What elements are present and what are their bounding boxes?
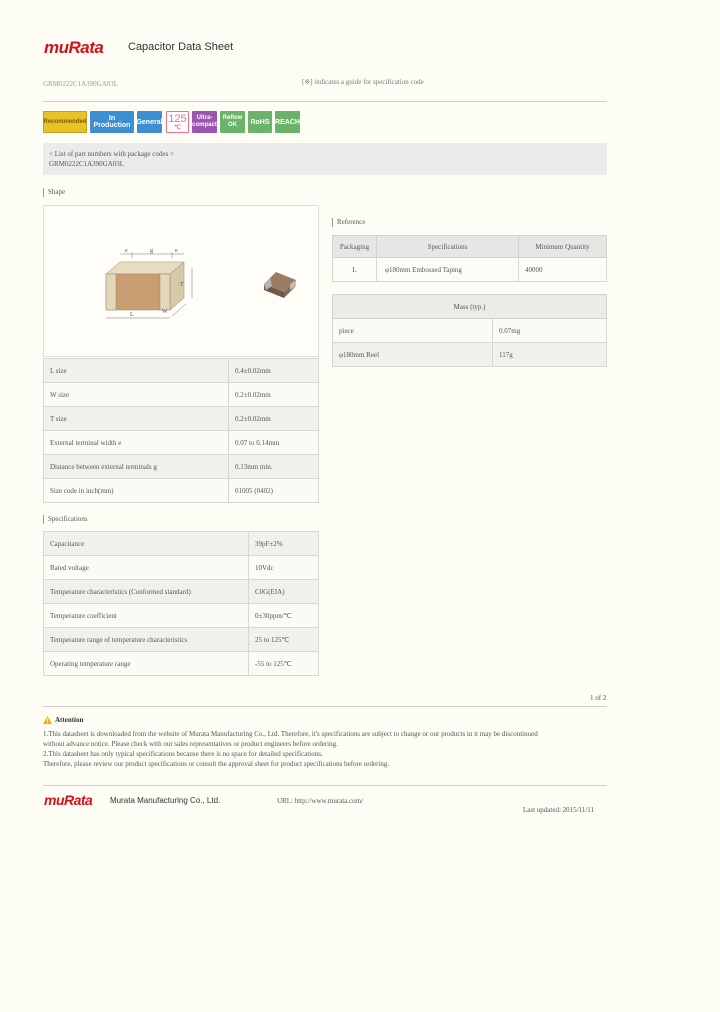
footer-company-name: Murata Manufacturing Co., Ltd. xyxy=(110,796,221,805)
murata-logo: muRata xyxy=(44,38,104,57)
table-header-row xyxy=(333,295,607,319)
attention-line: 1.This datasheet is downloaded from the website of Murata Manufacturing Co., Ltd. Therefore, it's specifications are subject to change or our products in it may be discontinued xyxy=(43,730,538,738)
row-label: W size xyxy=(44,383,229,407)
warning-icon xyxy=(43,716,52,724)
table-row xyxy=(44,431,319,455)
capacitor-dimension-diagram xyxy=(44,206,318,356)
shape-dimensions-table xyxy=(43,358,319,503)
dim-e1-label: e xyxy=(125,248,128,254)
dim-l-label: L xyxy=(130,312,134,318)
table-row xyxy=(44,604,319,628)
table-row xyxy=(44,580,319,604)
attention-line: 2.This datasheet has only typical specifications because there is no space for detailed specifications. xyxy=(43,750,323,758)
row-label: Distance between external terminals g xyxy=(44,455,229,479)
mass-row-value: 117g xyxy=(493,343,607,367)
row-value: 0.07 to 0.14mm xyxy=(229,431,319,455)
mass-row-label: φ180mm Reel xyxy=(333,343,493,367)
part-list-box xyxy=(43,143,607,175)
row-label: Temperature range of temperature characteristics xyxy=(44,628,249,652)
spec-code-note: [※] indicates a guide for specification code xyxy=(302,78,424,86)
table-row xyxy=(44,628,319,652)
row-value: -55 to 125℃ xyxy=(249,652,319,676)
shape-section-title: Shape xyxy=(43,188,65,197)
header-specifications: Specifications xyxy=(377,236,519,258)
table-row xyxy=(333,319,607,343)
table-row xyxy=(44,652,319,676)
header-minimum-quantity: Minimum Quantity xyxy=(519,236,607,258)
badge-recommended: Recommended xyxy=(43,111,87,133)
part-list-number: GRM0222C1A390GA03L xyxy=(49,160,125,168)
row-value: 39pF±2% xyxy=(249,532,319,556)
dim-t-label: T xyxy=(180,282,184,288)
badge-general: General xyxy=(137,111,162,133)
table-row xyxy=(44,556,319,580)
row-value: 25 to 125℃ xyxy=(249,628,319,652)
dim-e2-label: e xyxy=(175,248,178,254)
badge-rohs: RoHS xyxy=(248,111,272,133)
footer-murata-logo: muRata xyxy=(44,792,93,808)
row-label: Operating temperature range xyxy=(44,652,249,676)
table-row xyxy=(44,407,319,431)
row-value: 0±30ppm/℃ xyxy=(249,604,319,628)
part-list-link[interactable]: < List of part numbers with package codes > xyxy=(49,150,174,158)
row-label: Size code in inch(mm) xyxy=(44,479,229,503)
attention-block xyxy=(43,716,613,769)
row-value: 01005 (0402) xyxy=(229,479,319,503)
part-number-header: GRM0222C1A390GA03L xyxy=(43,80,119,88)
row-label: Temperature characteristics (Conformed standard) xyxy=(44,580,249,604)
row-label: External terminal width e xyxy=(44,431,229,455)
row-label: T size xyxy=(44,407,229,431)
badge-ultra-compact: Ultra-compact xyxy=(192,111,217,133)
row-value: 0.4±0.02mm xyxy=(229,359,319,383)
table-row xyxy=(44,479,319,503)
row-value: 0.13mm min. xyxy=(229,455,319,479)
badge-reflow-ok: Reflow OK xyxy=(220,111,245,133)
badge-125c: 125 ℃ xyxy=(166,111,189,133)
badge-reach: REACH xyxy=(275,111,300,133)
row-value: 10Vdc xyxy=(249,556,319,580)
footer-url[interactable]: URL: http://www.murata.com/ xyxy=(277,797,364,805)
mass-title: Mass (typ.) xyxy=(333,295,607,319)
capacitor-photo xyxy=(264,272,296,298)
table-row xyxy=(44,455,319,479)
packaging-spec: φ180mm Embossed Taping xyxy=(377,258,519,282)
table-row xyxy=(44,359,319,383)
row-value: C0G(EIA) xyxy=(249,580,319,604)
mass-unit-value: 0.07mg xyxy=(493,319,607,343)
row-label: Rated voltage xyxy=(44,556,249,580)
attention-line: Therefore, please review our product specifications or consult the approval sheet for product specifications before ordering. xyxy=(43,760,390,768)
row-label: Capacitance xyxy=(44,532,249,556)
row-label: L size xyxy=(44,359,229,383)
reference-table xyxy=(332,235,607,282)
minimum-quantity: 40000 xyxy=(519,258,607,282)
row-value: 0.2±0.02mm xyxy=(229,383,319,407)
table-row xyxy=(44,383,319,407)
footer-last-updated: Last updated: 2015/11/11 xyxy=(523,806,595,814)
page-title: Capacitor Data Sheet xyxy=(128,41,234,53)
reference-section-title: Reference xyxy=(332,218,365,227)
shape-drawing-panel xyxy=(43,205,319,357)
specifications-table xyxy=(43,531,319,676)
mass-unit-label: piece xyxy=(333,319,493,343)
table-header-row xyxy=(333,236,607,258)
page-number: 1 of 2 xyxy=(590,694,607,702)
badge-in-production: In Production xyxy=(90,111,134,133)
row-label: Temperature coefficient xyxy=(44,604,249,628)
row-value: 0.2±0.02mm xyxy=(229,407,319,431)
table-row xyxy=(333,343,607,367)
dim-w-label: W xyxy=(162,309,168,315)
specifications-section-title: Specifications xyxy=(43,515,88,524)
table-row xyxy=(333,258,607,282)
attention-line: without advance notice. Please check with our sales representatives or product engineers before ordering. xyxy=(43,740,338,748)
attention-title: Attention xyxy=(55,716,84,724)
mass-table xyxy=(332,294,607,367)
table-row xyxy=(44,532,319,556)
header-packaging: Packaging xyxy=(333,236,377,258)
packaging-code: L xyxy=(333,258,377,282)
dim-g-label: g xyxy=(150,248,153,254)
